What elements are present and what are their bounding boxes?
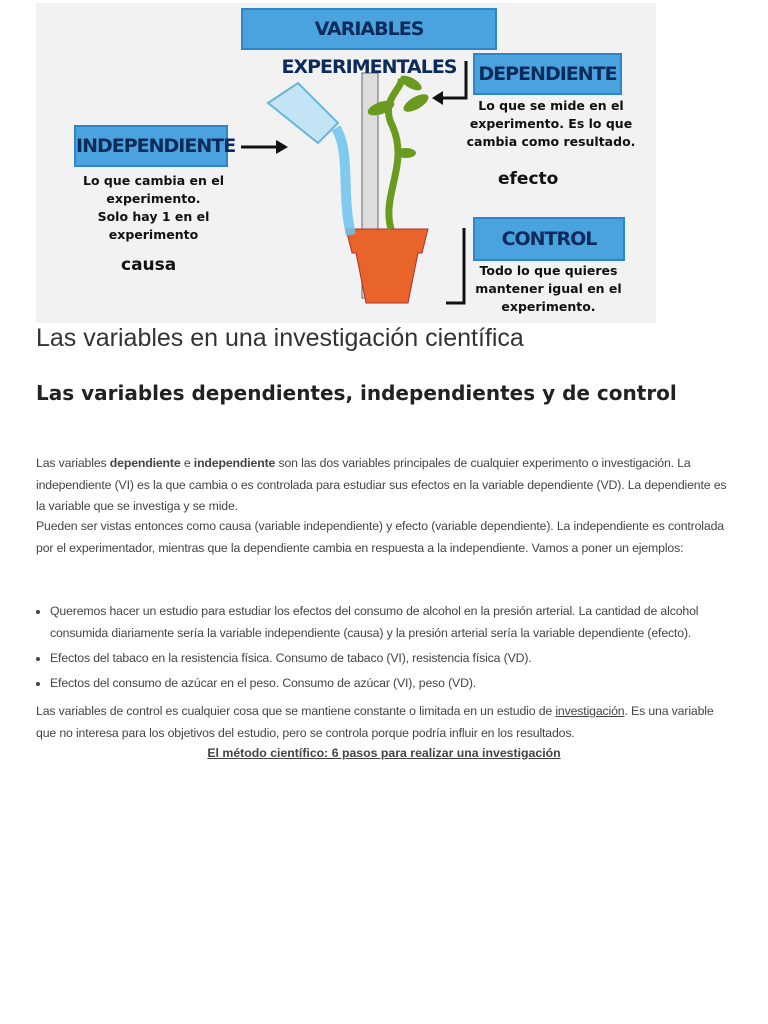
efecto-word: efecto bbox=[498, 169, 559, 189]
bold-term: independiente bbox=[193, 456, 276, 470]
flower-pot bbox=[346, 229, 428, 303]
desc-line: cambia como resultado. bbox=[466, 134, 636, 149]
bold-term: dependiente bbox=[109, 456, 181, 470]
variables-infographic bbox=[36, 3, 656, 323]
arrow-head bbox=[432, 91, 443, 105]
investigacion-link[interactable]: investigación bbox=[555, 704, 625, 718]
desc-line: Lo que cambia en el bbox=[83, 173, 224, 188]
arrow-head bbox=[276, 140, 288, 154]
bottle bbox=[268, 83, 338, 143]
examples-list bbox=[14, 600, 740, 697]
section-heading: Las variables dependientes, independientes y de control bbox=[36, 381, 677, 405]
water-stream bbox=[336, 128, 351, 235]
text: Las variables de control es cualquier cosa que se mantiene constante o limitada en un estudio de bbox=[36, 704, 556, 718]
control-description bbox=[461, 262, 636, 316]
text: Las variables bbox=[36, 456, 110, 470]
control-paragraph bbox=[36, 701, 736, 744]
related-article bbox=[0, 746, 768, 760]
list-item: • Efectos del tabaco en la resistencia física. Consumo de tabaco (VI), resistencia física (VD). bbox=[50, 647, 740, 669]
intro-paragraph-1 bbox=[36, 453, 736, 518]
dependiente-label: DEPENDIENTE bbox=[473, 53, 622, 95]
desc-line: Todo lo que quieres bbox=[479, 263, 618, 278]
desc-line: experimento bbox=[108, 227, 199, 242]
desc-line: experimento. bbox=[501, 299, 596, 314]
list-item: • Queremos hacer un estudio para estudiar los efectos del consumo de alcohol en la presión arterial. La cantidad de alcohol consumida diariamente sería la variable independiente (causa) y la presión arterial sería la variable dependiente (efecto). bbox=[50, 600, 740, 644]
independiente-description bbox=[66, 172, 241, 244]
intro-paragraph-2: Pueden ser vistas entonces como causa (variable independiente) y efecto (variable dependiente). La independiente es controlada por el experimentador, mientras que la dependiente cambia en respuesta a la independiente. Vamos a poner un ejemplos: bbox=[36, 519, 724, 555]
causa-word: causa bbox=[121, 255, 177, 275]
leaf bbox=[401, 91, 431, 115]
image-caption: Las variables en una investigación científica bbox=[36, 324, 524, 352]
figure-title: VARIABLES EXPERIMENTALES bbox=[241, 8, 497, 50]
dependiente-description bbox=[451, 97, 651, 151]
desc-line: Lo que se mide en el bbox=[478, 98, 624, 113]
control-label: CONTROL bbox=[473, 217, 625, 261]
list-item: • Efectos del consumo de azúcar en el peso. Consumo de azúcar (VI), peso (VD). bbox=[50, 672, 740, 694]
text: e bbox=[180, 456, 194, 470]
independiente-label: INDEPENDIENTE bbox=[74, 125, 228, 167]
leaf bbox=[396, 148, 416, 158]
desc-line: experimento. Es lo que bbox=[469, 116, 633, 131]
text: son las dos variables principales de cualquier experimento o investigación. La independiente (VI) es la que cambia o es controlada para estudiar sus efectos en la variable dependiente (VD). La dependiente es la variable que se investiga y se mide. bbox=[36, 456, 727, 513]
text: . Es una variable que no interesa para los objetivos del estudio, pero se controla porque podría influir en los resultados. bbox=[36, 704, 714, 740]
desc-line: experimento. bbox=[106, 191, 201, 206]
desc-line: mantener igual en el bbox=[475, 281, 622, 296]
related-article-link[interactable]: El método científico: 6 pasos para realizar una investigación bbox=[207, 746, 561, 760]
desc-line: Solo hay 1 en el bbox=[97, 209, 210, 224]
